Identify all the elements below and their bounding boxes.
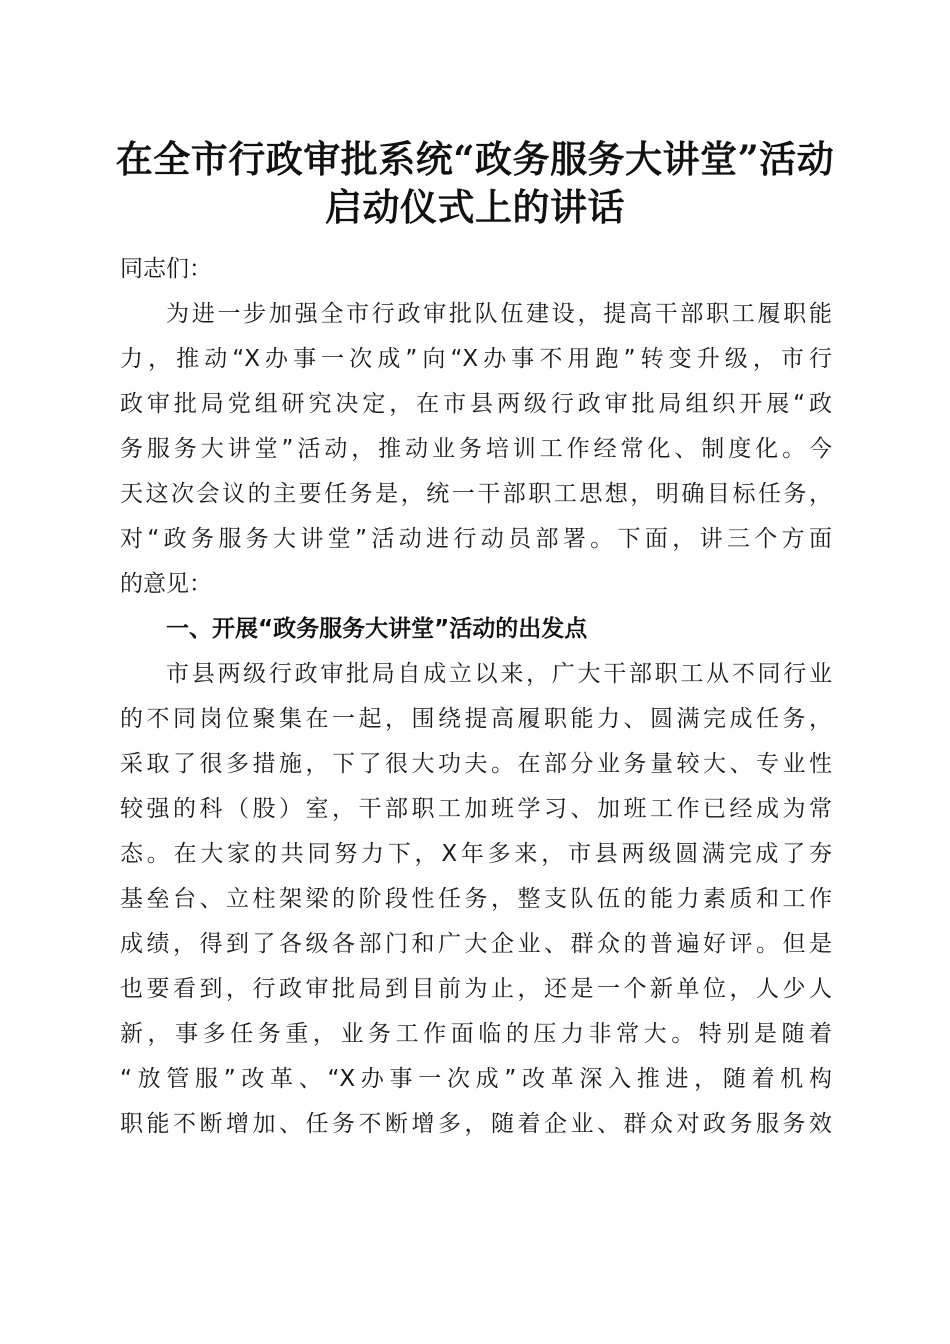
- title-line-1: 在全市行政审批系统“政务服务大讲堂”活动: [115, 137, 835, 181]
- paragraph-line: 天这次会议的主要任务是，统一干部职工思想，明确目标任务，: [120, 481, 832, 507]
- paragraph-line: 较强的科（股）室，干部职工加班学习、加班工作已经成为常: [120, 796, 832, 822]
- document-title: [100, 135, 850, 231]
- paragraph-line: 政审批局党组研究决定，在市县两级行政审批局组织开展“政: [120, 391, 832, 417]
- salutation: 同志们：: [120, 256, 212, 282]
- paragraph-line: 市县两级行政审批局自成立以来，广大干部职工从不同行业: [166, 661, 832, 687]
- paragraph-line: 对“政务服务大讲堂”活动进行动员部署。下面，讲三个方面: [120, 526, 832, 552]
- paragraph-line: 职能不断增加、任务不断增多，随着企业、群众对政务服务效: [120, 1111, 832, 1137]
- paragraph-line: 的意见：: [120, 571, 212, 597]
- paragraph-line: 采取了很多措施，下了很大功夫。在部分业务量较大、专业性: [120, 751, 832, 777]
- paragraph-line: 新，事多任务重，业务工作面临的压力非常大。特别是随着: [120, 1021, 832, 1047]
- paragraph-line: 基垒台、立柱架梁的阶段性任务，整支队伍的能力素质和工作: [120, 886, 832, 912]
- paragraph-line: 的不同岗位聚集在一起，围绕提高履职能力、圆满完成任务，: [120, 706, 832, 732]
- paragraph-line: 也要看到，行政审批局到目前为止，还是一个新单位，人少人: [120, 976, 832, 1002]
- paragraph-line: 务服务大讲堂”活动，推动业务培训工作经常化、制度化。今: [120, 436, 832, 462]
- title-line-2: 启动仪式上的讲话: [325, 185, 625, 229]
- paragraph-line: 态。在大家的共同努力下，X年多来，市县两级圆满完成了夯: [120, 841, 832, 867]
- section-heading-1: 一、开展“政务服务大讲堂”活动的出发点: [166, 616, 588, 642]
- paragraph-line: 成绩，得到了各级各部门和广大企业、群众的普遍好评。但是: [120, 931, 832, 957]
- paragraph-line: 力，推动“X办事一次成”向“X办事不用跑”转变升级，市行: [120, 346, 832, 372]
- paragraph-line: 为进一步加强全市行政审批队伍建设，提高干部职工履职能: [166, 301, 832, 327]
- paragraph-line: “放管服”改革、“X办事一次成”改革深入推进，随着机构: [120, 1066, 832, 1092]
